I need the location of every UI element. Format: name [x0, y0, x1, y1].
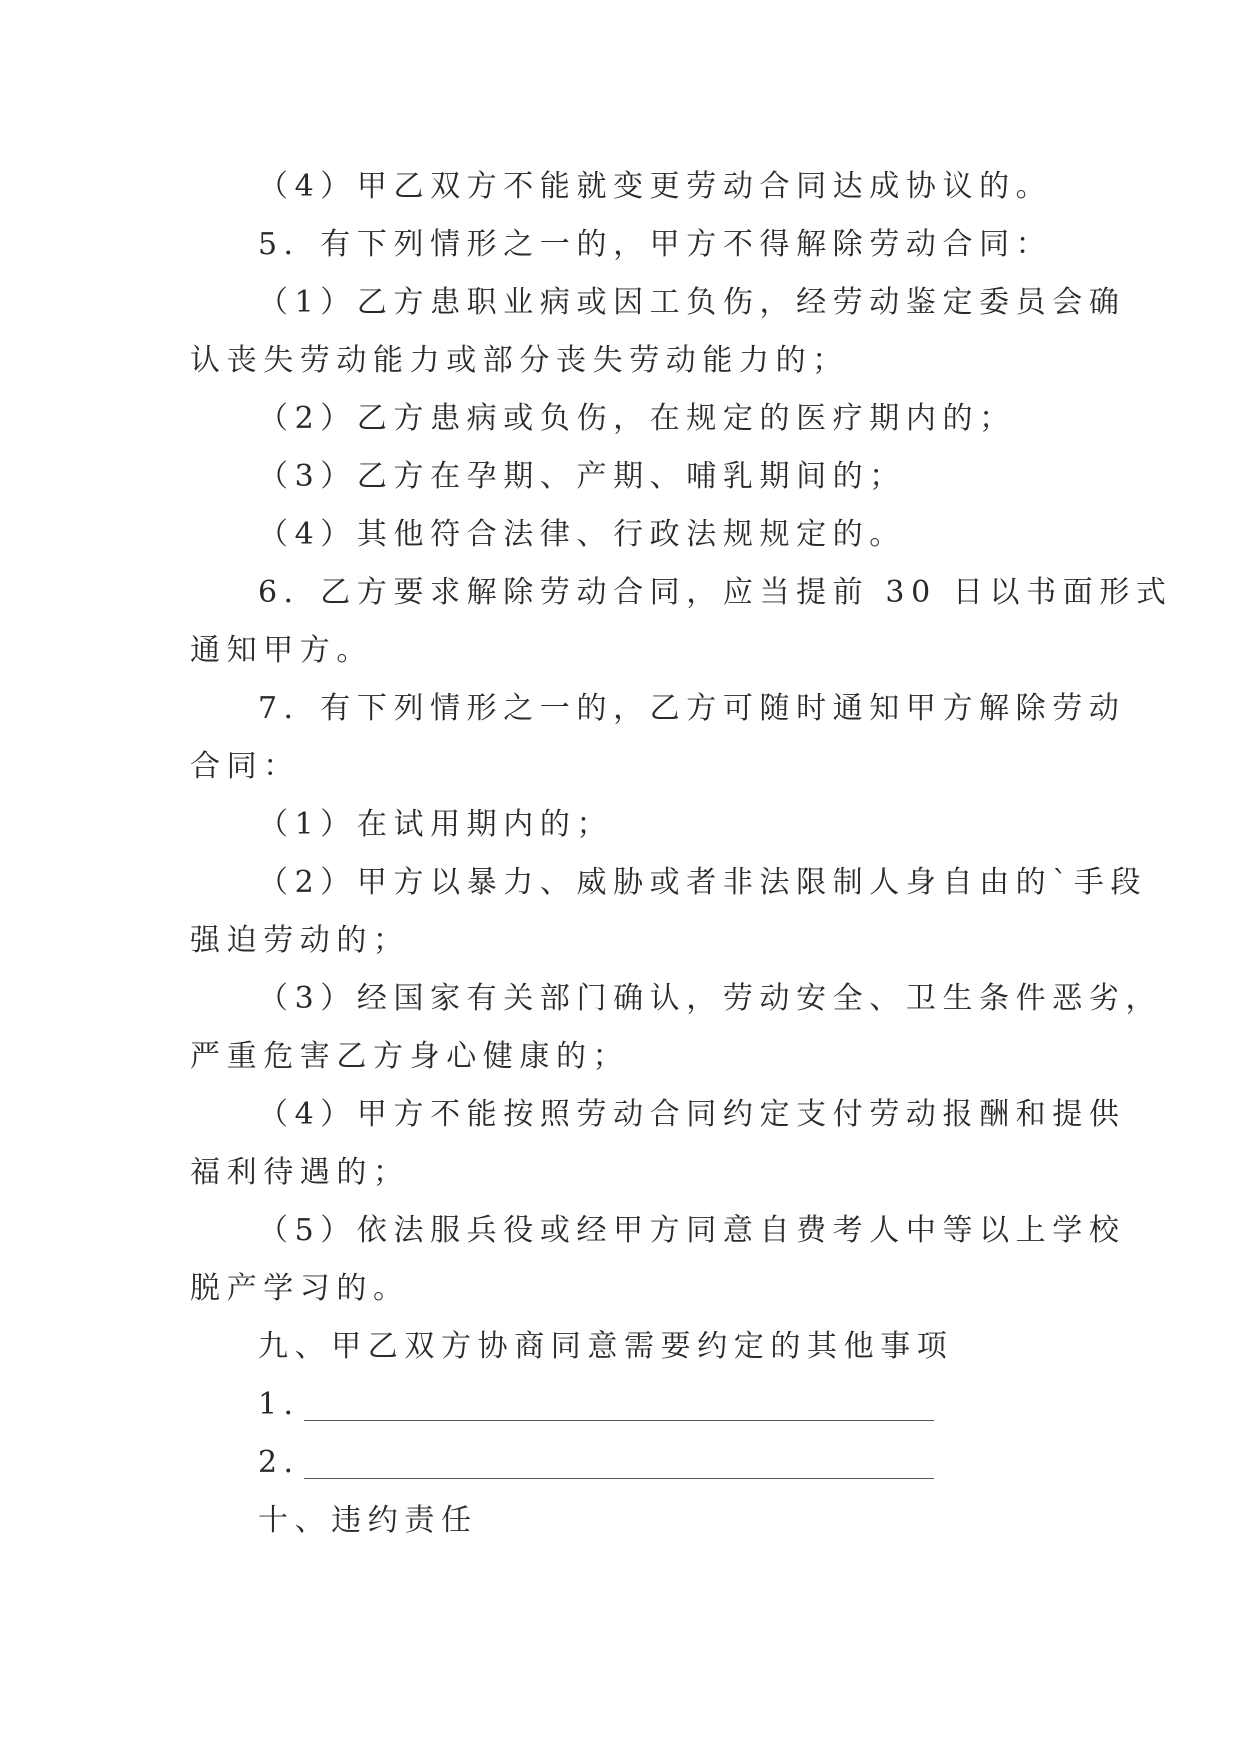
clause-line: （4）甲乙双方不能就变更劳动合同达成协议的。	[258, 169, 1053, 204]
clause-line: 脱产学习的。	[190, 1271, 410, 1306]
clause-line: （3）经国家有关部门确认，劳动安全、卫生条件恶劣，	[258, 981, 1163, 1016]
clause-line: 通知甲方。	[190, 633, 373, 668]
clause-line: 5．有下列情形之一的，甲方不得解除劳动合同：	[258, 227, 1053, 262]
clause-line: 合同：	[190, 749, 300, 784]
clause-line: （2）甲方以暴力、威胁或者非法限制人身自由的`手段	[258, 865, 1148, 900]
clause-line: 福利待遇的；	[190, 1155, 410, 1190]
clause-line: （1）乙方患职业病或因工负伤，经劳动鉴定委员会确	[258, 285, 1126, 320]
section-heading-other-matters: 九、甲乙双方协商同意需要约定的其他事项	[258, 1329, 954, 1364]
blank-item-1	[190, 1376, 1055, 1434]
clause-line: 认丧失劳动能力或部分丧失劳动能力的；	[190, 343, 849, 378]
clause-line: （4）甲方不能按照劳动合同约定支付劳动报酬和提供	[258, 1097, 1126, 1132]
clause-line: 严重危害乙方身心健康的；	[190, 1039, 630, 1074]
section-heading-liability: 十、违约责任	[258, 1503, 478, 1538]
clause-line: （2）乙方患病或负伤，在规定的医疗期内的；	[258, 401, 1016, 436]
clause-line: （4）其他符合法律、行政法规规定的。	[258, 517, 906, 552]
clause-line: 6．乙方要求解除劳动合同，应当提前 30 日以书面形式	[258, 575, 1173, 610]
contract-text	[190, 158, 1173, 1550]
blank-item-2	[190, 1434, 1055, 1492]
clause-line: （5）依法服兵役或经甲方同意自费考人中等以上学校	[258, 1213, 1126, 1248]
blank-item-number: 1．	[258, 1387, 321, 1422]
clause-line: 强迫劳动的；	[190, 923, 410, 958]
blank-item-number: 2．	[258, 1445, 321, 1480]
clause-line: 7．有下列情形之一的，乙方可随时通知甲方解除劳动	[258, 691, 1126, 726]
fill-in-underline	[304, 1478, 934, 1479]
fill-in-underline	[304, 1420, 934, 1421]
clause-line: （3）乙方在孕期、产期、哺乳期间的；	[258, 459, 906, 494]
clause-line: （1）在试用期内的；	[258, 807, 614, 842]
